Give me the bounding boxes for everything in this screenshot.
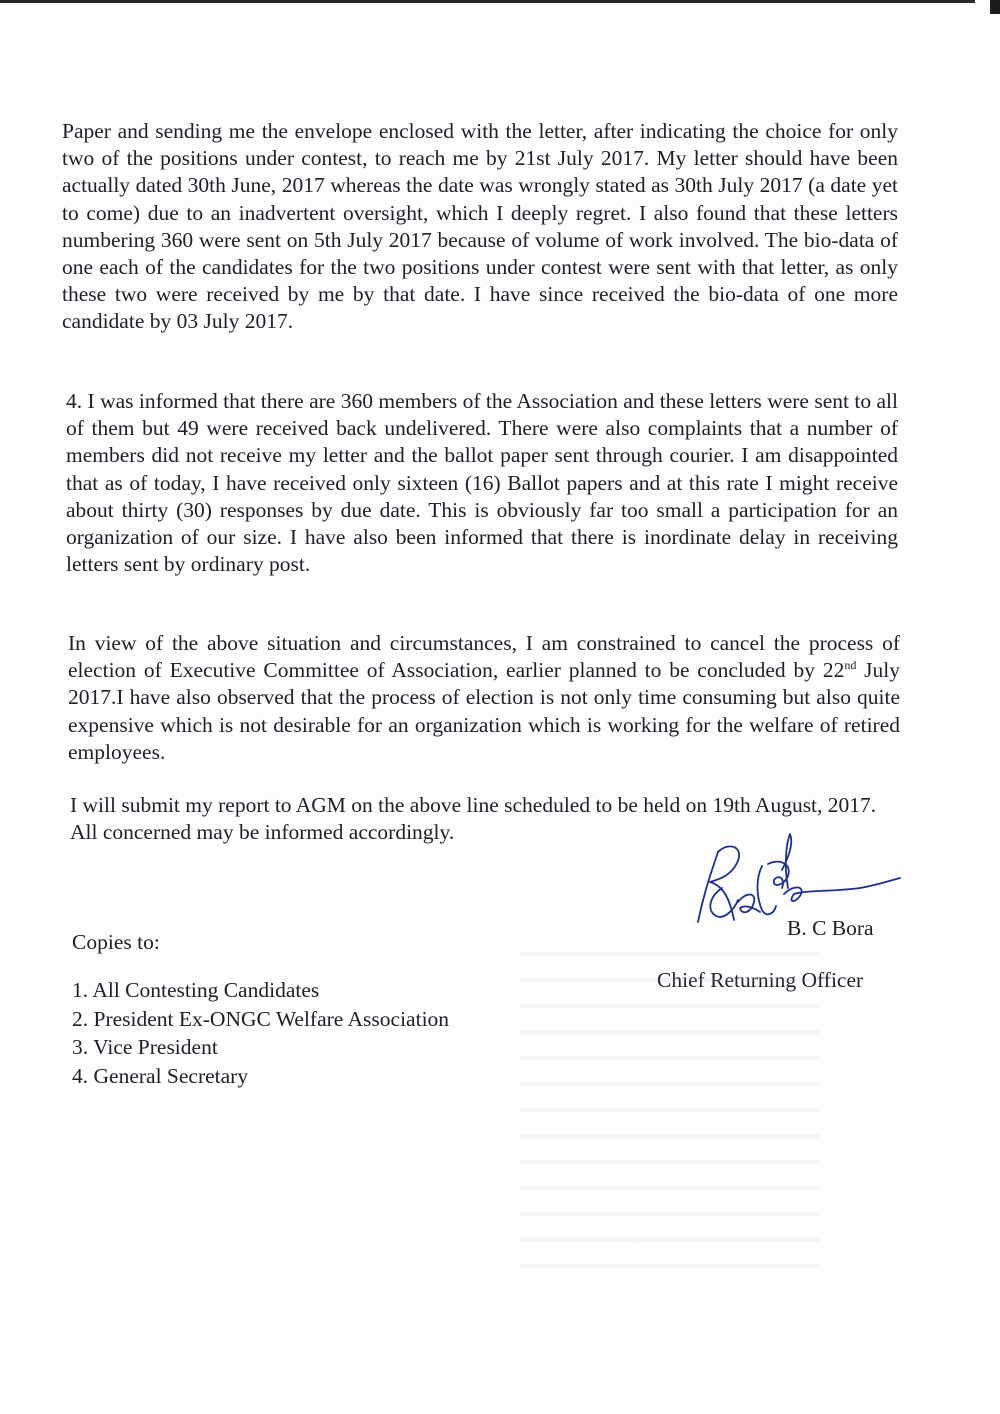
scan-edge-mark <box>990 0 1000 14</box>
bleed-through-shadow <box>520 930 820 1270</box>
signatory-name: B. C Bora <box>787 916 874 940</box>
copies-list-item: 4. General Secretary <box>72 1063 249 1088</box>
paragraph-ballot-letter: Paper and sending me the envelope enclosed with the letter, after indicating the choice for only two of the positions under contest, to reach me by 21st July 2017. My letter should have been actually dated 30th June, 2017 whereas the date was wrongly stated as 30th July 2017 (a date yet to come) due to an inadvertent oversight, which I deeply regret. I also found that these letters numbering 360 were sent on 5th July 2017 because of volume of work involved. The bio-data of one each of the candidates for the two positions under contest were sent with that letter, as only these two were received by me by that date. I have since received the bio-data of one more candidate by 03 July 2017. <box>62 119 898 334</box>
top-border-rule <box>0 0 975 3</box>
signatory-title: Chief Returning Officer <box>657 968 864 992</box>
copies-list-item: 2. President Ex-ONGC Welfare Association <box>72 1006 450 1031</box>
copies-list <box>72 976 449 1090</box>
copies-heading: Copies to: <box>72 930 160 954</box>
ordinal-superscript: nd <box>844 658 857 673</box>
handwritten-signature <box>690 830 905 930</box>
paragraph-members-informed: 4. I was informed that there are 360 members of the Association and these letters were sent to all of them but 49 were received back undelivered. There were also complaints that a number of members did not receive my letter and the ballot paper sent through courier. I am disappointed that as of today, I have received only sixteen (16) Ballot papers and at this rate I might receive about thirty (30) responses by due date. This is obviously far too small a participation for an organization of our size. I have also been informed that there is inordinate delay in receiving letters sent by ordinary post. <box>66 389 898 577</box>
paragraph-election-text-end: July 2017.I have also observed that the process of election is not only time consuming but also quite expensive which is not desirable for an organization which is working for the welfare of retired employees. <box>68 658 900 764</box>
paragraph-election-text-start: In view of the above situation and circumstances, I am constrained to cancel the process of election of Executive Committee of Association, earlier planned to be concluded by 22 <box>68 631 900 683</box>
copies-list-item: 3. Vice President <box>72 1035 218 1059</box>
copies-list-item: 1. All Contesting Candidates <box>72 978 320 1002</box>
paragraph-agm-report: I will submit my report to AGM on the above line scheduled to be held on 19th August, 2017. All concerned may be informed accordingly. <box>70 793 877 845</box>
paragraph-election-cancelled <box>68 630 900 766</box>
